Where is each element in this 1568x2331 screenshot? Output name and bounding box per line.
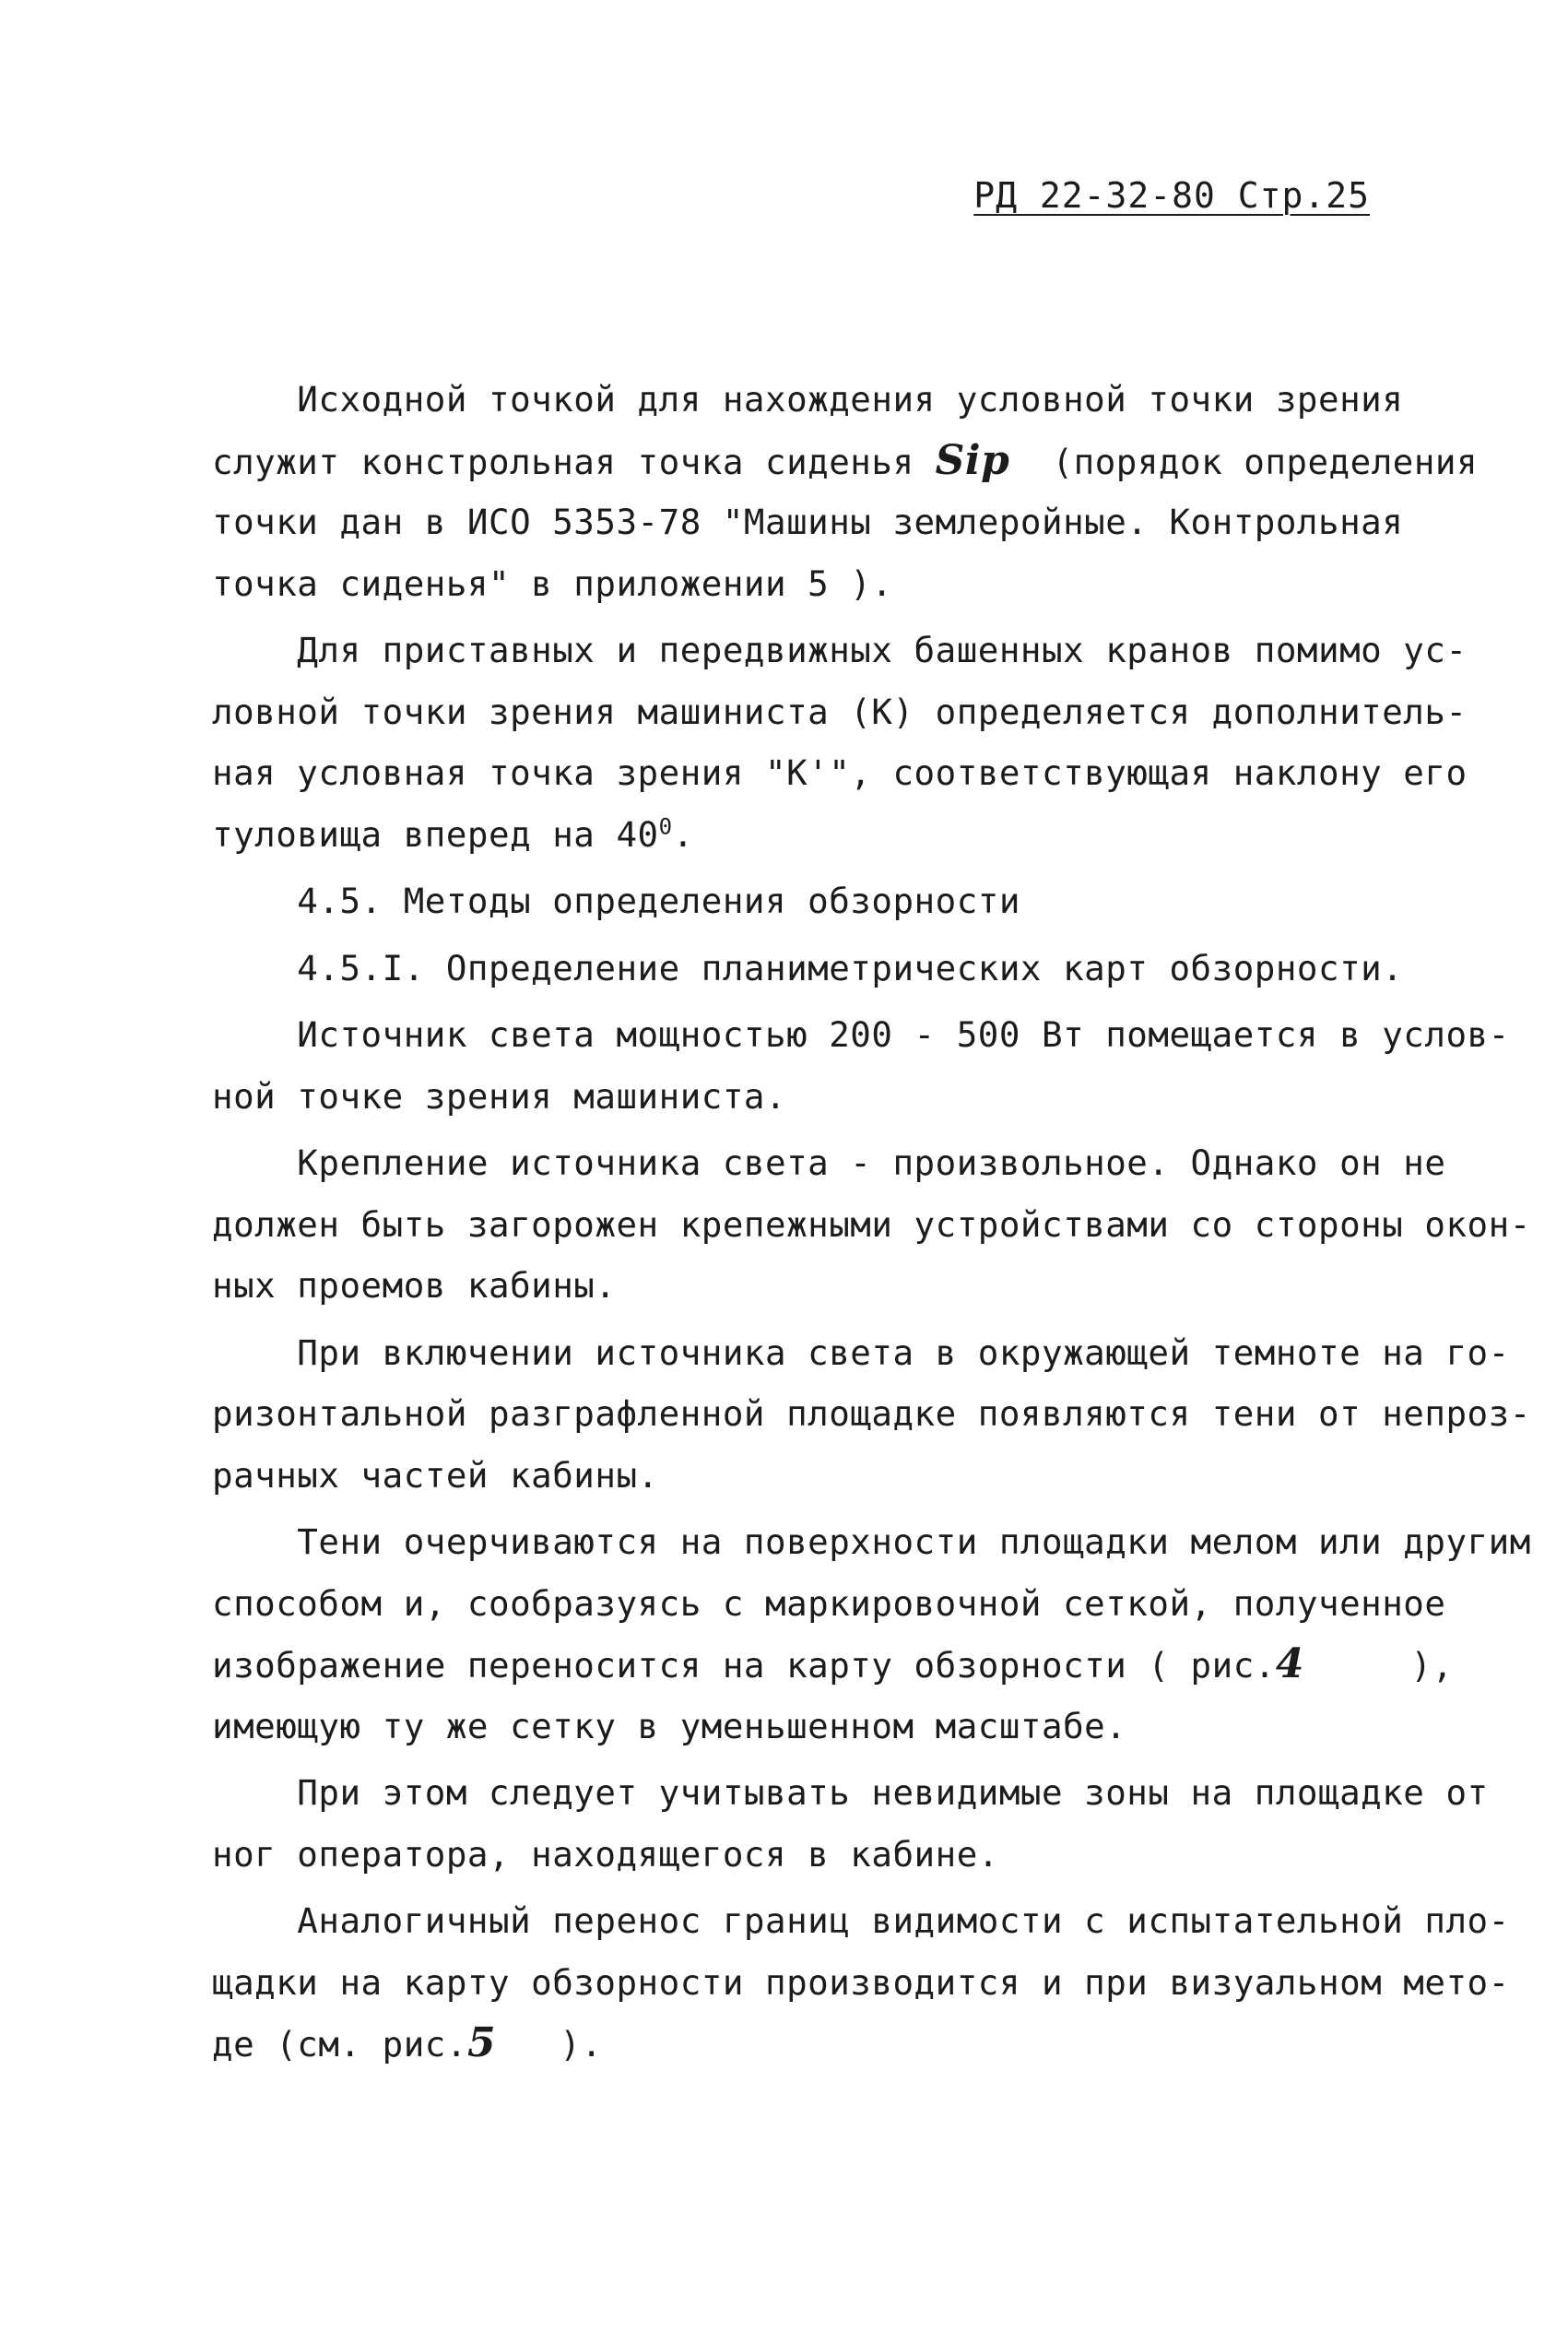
text-line (212, 431, 1479, 492)
subsection-heading: 4.5.I. Определение планиметрических карт обзорности. (212, 947, 1404, 988)
text-line: Крепление источника света - произвольное. Однако он не (212, 1142, 1446, 1183)
text-line: Исходной точкой для нахождения условной точки зрения (212, 379, 1404, 420)
text-line: Тени очерчиваются на поверхности площадки мелом или другим (212, 1521, 1531, 1562)
text-line-part: де (см. рис. (212, 2024, 467, 2065)
text-line: Аналогичный перенос границ видимости с испытательной пло- (212, 1900, 1510, 1941)
text-line: Источник света мощностью 200 - 500 Вт помещается в услов- (212, 1014, 1510, 1055)
text-line: ных проемов кабины. (212, 1265, 617, 1306)
text-line: При этом следует учитывать невидимые зоны на площадке от (212, 1772, 1489, 1813)
figure-4-number: 4 (1275, 1640, 1304, 1687)
text-line (212, 2013, 1429, 2075)
text-line: точка сиденья" в приложении 5 ). (212, 562, 893, 604)
text-line: ная условная точка зрения "К'", соответствующая наклону его (212, 752, 1468, 793)
text-line: Для приставных и передвижных башенных кранов помимо ус- (212, 630, 1468, 670)
text-line: способом и, сообразуясь с маркировочной сеткой, полученное (212, 1582, 1446, 1624)
text-line: ног оператора, находящегося в кабине. (212, 1833, 999, 1875)
sip-symbol: Sip (935, 436, 1010, 484)
text-line (212, 804, 1429, 866)
text-line: ризонтальной разграфленной площадке появляются тени от непроз- (212, 1393, 1531, 1434)
text-line: щадки на карту обзорности производится и при визуальном мето- (212, 1961, 1510, 2003)
text-line: имеющую ту же сетку в уменьшенном масштабе. (212, 1705, 1127, 1746)
text-line-part: . (672, 813, 694, 855)
document-header: РД 22-32-80 Стр.25 (973, 175, 1370, 216)
text-line-part: ), (1303, 1645, 1454, 1686)
document-body (212, 369, 1531, 2075)
text-line: точки дан в ИСО 5353-78 "Машины землеройные. Контрольная (212, 502, 1404, 542)
text-line-part: служит констрольная точка сиденья (212, 441, 914, 482)
text-line-part: ). (496, 2024, 603, 2065)
text-line: должен быть загорожен крепежными устройствами со стороны окон- (212, 1203, 1531, 1245)
text-line: При включении источника света в окружающей темноте на го- (212, 1331, 1510, 1373)
section-heading: 4.5. Методы определения обзорности (212, 881, 1020, 921)
text-line-part: изображение переносится на карту обзорности ( рис. (212, 1645, 1276, 1686)
degree-superscript: 0 (658, 813, 673, 839)
text-line: рачных частей кабины. (212, 1454, 659, 1496)
text-line: ловной точки зрения машиниста (К) определяется дополнитель- (212, 691, 1468, 732)
text-line-part: туловища вперед на 40 (212, 813, 659, 855)
figure-5-number: 5 (466, 2019, 497, 2066)
text-line-part: (порядок определения (1009, 441, 1479, 482)
text-line (212, 1634, 1454, 1696)
text-line: ной точке зрения машиниста. (212, 1075, 787, 1117)
